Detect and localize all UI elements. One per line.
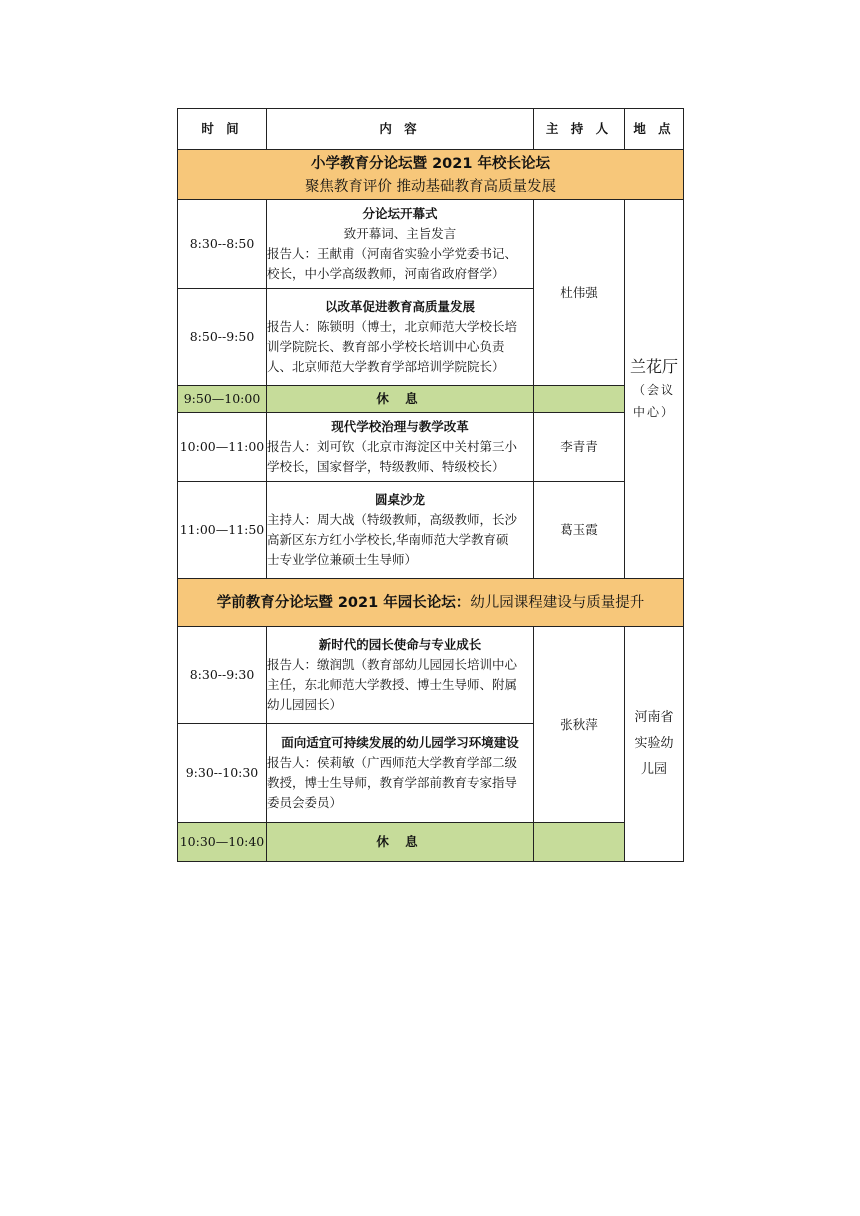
preschool-banner-row bbox=[178, 579, 684, 627]
time-cell: 10:00—11:00 bbox=[178, 413, 267, 482]
host-cell: 葛玉霞 bbox=[534, 482, 625, 579]
primary-banner bbox=[178, 150, 684, 200]
speaker-line: 训学院院长、教育部小学校长培训中心负责 bbox=[267, 339, 505, 354]
session-title: 分论坛开幕式 bbox=[362, 206, 438, 221]
time-cell: 9:50—10:00 bbox=[178, 386, 267, 413]
venue-name: 兰花厅 bbox=[629, 357, 678, 376]
primary-banner-row bbox=[178, 150, 684, 200]
speaker-line: 报告人：缴润凯（教育部幼儿园园长培训中心 bbox=[267, 657, 518, 672]
session-title: 以改革促进教育高质量发展 bbox=[324, 299, 475, 314]
session-subtitle: 致开幕词、主旨发言 bbox=[343, 226, 457, 241]
preschool-banner-title: 学前教育分论坛暨 2021 年园长论坛： bbox=[216, 594, 471, 611]
host-cell bbox=[534, 386, 625, 413]
venue-cell bbox=[625, 627, 684, 862]
speaker-line: 报告人：侯莉敏（广西师范大学教育学部二级 bbox=[267, 755, 518, 770]
speaker-line: 主持人：周大战（特级教师，高级教师，长沙 bbox=[267, 512, 518, 527]
schedule-row bbox=[178, 413, 684, 482]
break-label: 休 息 bbox=[267, 823, 534, 862]
venue-name: 实验幼 bbox=[634, 736, 674, 751]
speaker-line: 幼儿园园长） bbox=[267, 697, 343, 712]
schedule-row bbox=[178, 627, 684, 724]
primary-banner-title: 小学教育分论坛暨 2021 年校长论坛 bbox=[311, 155, 550, 172]
primary-banner-subtitle: 聚焦教育评价 推动基础教育高质量发展 bbox=[304, 178, 557, 195]
venue-detail: （会议 bbox=[632, 383, 675, 397]
host-cell: 杜伟强 bbox=[534, 200, 625, 386]
preschool-banner bbox=[178, 579, 684, 627]
break-row bbox=[178, 386, 684, 413]
venue-cell bbox=[625, 200, 684, 579]
host-cell: 张秋萍 bbox=[534, 627, 625, 823]
break-label: 休 息 bbox=[267, 386, 534, 413]
header-time: 时 间 bbox=[178, 109, 267, 150]
speaker-line: 士专业学位兼硕士生导师） bbox=[267, 552, 418, 567]
time-cell: 9:30--10:30 bbox=[178, 724, 267, 823]
time-cell: 8:50--9:50 bbox=[178, 289, 267, 386]
venue-name: 河南省 bbox=[634, 710, 674, 725]
content-cell bbox=[267, 627, 534, 724]
speaker-line: 报告人：陈锁明（博士，北京师范大学校长培 bbox=[267, 319, 518, 334]
header-venue: 地 点 bbox=[625, 109, 684, 150]
speaker-line: 报告人：王献甫（河南省实验小学党委书记、 bbox=[267, 246, 518, 261]
speaker-line: 学校长，国家督学，特级教师、特级校长） bbox=[267, 459, 505, 474]
speaker-line: 主任，东北师范大学教授、博士生导师、附属 bbox=[267, 677, 518, 692]
time-cell: 8:30--9:30 bbox=[178, 627, 267, 724]
schedule-table bbox=[177, 108, 684, 862]
schedule-row bbox=[178, 482, 684, 579]
schedule-row bbox=[178, 200, 684, 289]
speaker-line: 高新区东方红小学校长,华南师范大学教育硕 bbox=[267, 532, 509, 547]
session-title: 面向适宜可持续发展的幼儿园学习环境建设 bbox=[281, 735, 519, 750]
content-cell bbox=[267, 289, 534, 386]
time-cell: 8:30--8:50 bbox=[178, 200, 267, 289]
content-cell bbox=[267, 724, 534, 823]
speaker-line: 人、北京师范大学教育学部培训学院院长） bbox=[267, 359, 505, 374]
venue-detail: 中心） bbox=[632, 405, 675, 419]
speaker-line: 校长，中小学高级教师，河南省政府督学） bbox=[267, 266, 505, 281]
speaker-line: 报告人：刘可钦（北京市海淀区中关村第三小 bbox=[267, 439, 518, 454]
session-title: 圆桌沙龙 bbox=[374, 492, 425, 507]
host-cell bbox=[534, 823, 625, 862]
host-cell: 李青青 bbox=[534, 413, 625, 482]
header-content: 内 容 bbox=[267, 109, 534, 150]
session-title: 现代学校治理与教学改革 bbox=[331, 419, 469, 434]
content-cell bbox=[267, 413, 534, 482]
header-row bbox=[178, 109, 684, 150]
header-host: 主 持 人 bbox=[534, 109, 625, 150]
session-title: 新时代的园长使命与专业成长 bbox=[318, 637, 482, 652]
speaker-line: 委员会委员） bbox=[267, 795, 343, 810]
speaker-line: 教授，博士生导师，教育学部前教育专家指导 bbox=[267, 775, 518, 790]
venue-name: 儿园 bbox=[640, 762, 667, 777]
break-row bbox=[178, 823, 684, 862]
time-cell: 11:00—11:50 bbox=[178, 482, 267, 579]
content-cell bbox=[267, 200, 534, 289]
time-cell: 10:30—10:40 bbox=[178, 823, 267, 862]
preschool-banner-subtitle: 幼儿园课程建设与质量提升 bbox=[470, 594, 645, 611]
content-cell bbox=[267, 482, 534, 579]
